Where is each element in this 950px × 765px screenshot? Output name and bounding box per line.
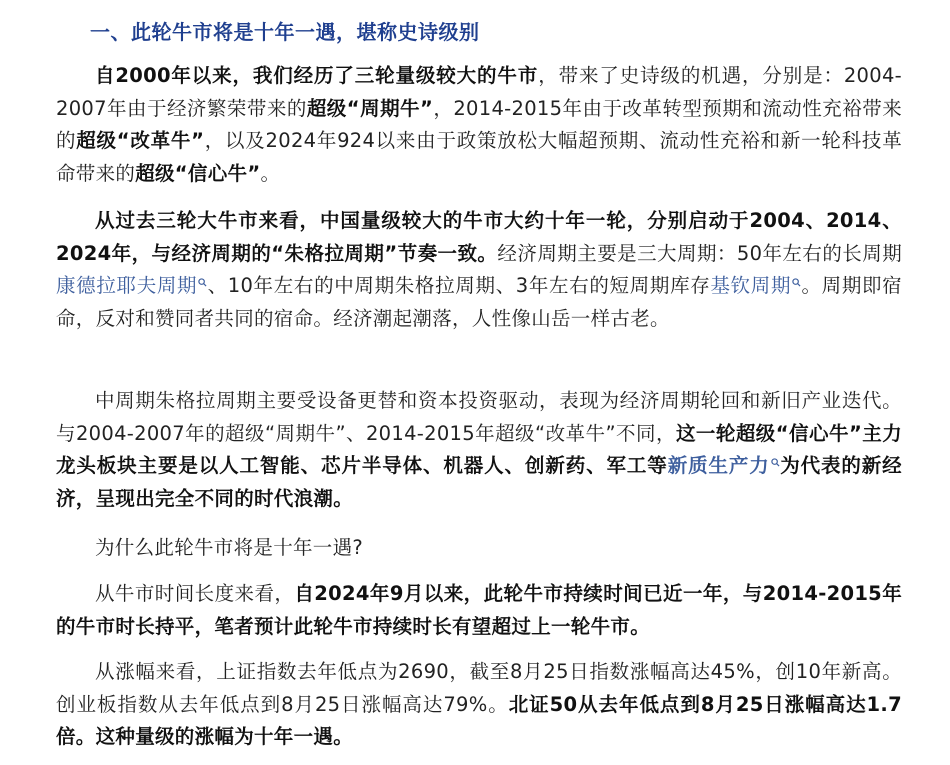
p5-text-1: 从牛市时间长度来看，	[95, 582, 295, 605]
search-icon	[198, 278, 207, 287]
section-heading: 一、此轮牛市将是十年一遇，堪称史诗级别	[90, 20, 480, 44]
p1-text-3: ，以及2024年924以来由于政策放松大幅超预期、流动性充裕和新一轮科技革命带来的	[56, 129, 902, 185]
p6-bold-1: 北证50从去年低点到8月25日涨幅高达1.7倍。这种量级的涨幅为十年一遇。	[56, 692, 902, 748]
link-kitchin-cycle[interactable]	[710, 274, 801, 297]
p1-text-4: 。	[260, 161, 281, 185]
p1-bold-3: 超级“改革牛”	[76, 129, 205, 152]
p1-text-2: ，2014-2015年由于改革转型预期和流动性充裕带来的	[56, 96, 902, 152]
link-new-productivity[interactable]	[668, 454, 780, 477]
p2-bold-1: 从过去三轮大牛市来看，中国量级较大的牛市大约十年一轮，分别启动于2004、2014、2024年，与经济周期的“朱格拉周期”节奏一致。	[56, 209, 902, 265]
paragraph-1	[56, 60, 902, 190]
search-icon	[792, 278, 801, 287]
p2-text-1: 经济周期主要是三大周期：50年左右的长周期	[497, 241, 902, 265]
paragraph-3	[56, 385, 902, 515]
search-icon	[771, 458, 780, 467]
paragraph-5	[56, 578, 902, 643]
link-kondratiev-cycle[interactable]	[56, 274, 207, 297]
paragraph-2	[56, 205, 902, 335]
p1-bold-4: 超级“信心牛”	[135, 161, 261, 185]
p2-text-2: 、10年左右的中周期朱格拉周期、3年左右的短周期库存	[207, 274, 711, 297]
p3-bold-2: 为代表的新经济，呈现出完全不同的时代浪潮。	[56, 454, 902, 510]
p1-bold-1: 自2000年以来，我们经历了三轮量级较大的牛市	[95, 64, 539, 87]
p5-bold-1: 自2024年9月以来，此轮牛市持续时间已近一年，与2014-2015年的牛市时长持平，笔者预计此轮牛市持续时长有望超过上一轮牛市。	[56, 582, 902, 638]
link-kondratiev-label: 康德拉耶夫周期	[56, 274, 198, 297]
p3-text-1: 中周期朱格拉周期主要受设备更替和资本投资驱动，表现为经济周期轮回和新旧产业迭代。与2004-2007年的超级“周期牛”、2014-2015年超级“改革牛”不同，	[56, 389, 902, 445]
link-new-productivity-label: 新质生产力	[667, 454, 770, 477]
p3-bold-1: 这一轮超级“信心牛”主力龙头板块主要是以人工智能、芯片半导体、机器人、创新药、军工等	[56, 421, 902, 477]
p6-text-1: 从涨幅来看，上证指数去年低点为2690，截至8月25日指数涨幅高达45%，创10年新高。创业板指数从去年低点到8月25日涨幅高达79%。	[56, 660, 902, 716]
p2-text-3: 。周期即宿命，反对和赞同者共同的宿命。经济潮起潮落，人性像山岳一样古老。	[56, 274, 902, 330]
link-kitchin-label: 基钦周期	[710, 274, 792, 297]
p1-bold-2: 超级“周期牛”	[306, 96, 434, 120]
paragraph-4: 为什么此轮牛市将是十年一遇?	[95, 536, 364, 559]
p1-text-1: ，带来了史诗级的机遇，分别是：2004-2007年由于经济繁荣带来的	[56, 64, 902, 120]
paragraph-6	[56, 656, 902, 754]
